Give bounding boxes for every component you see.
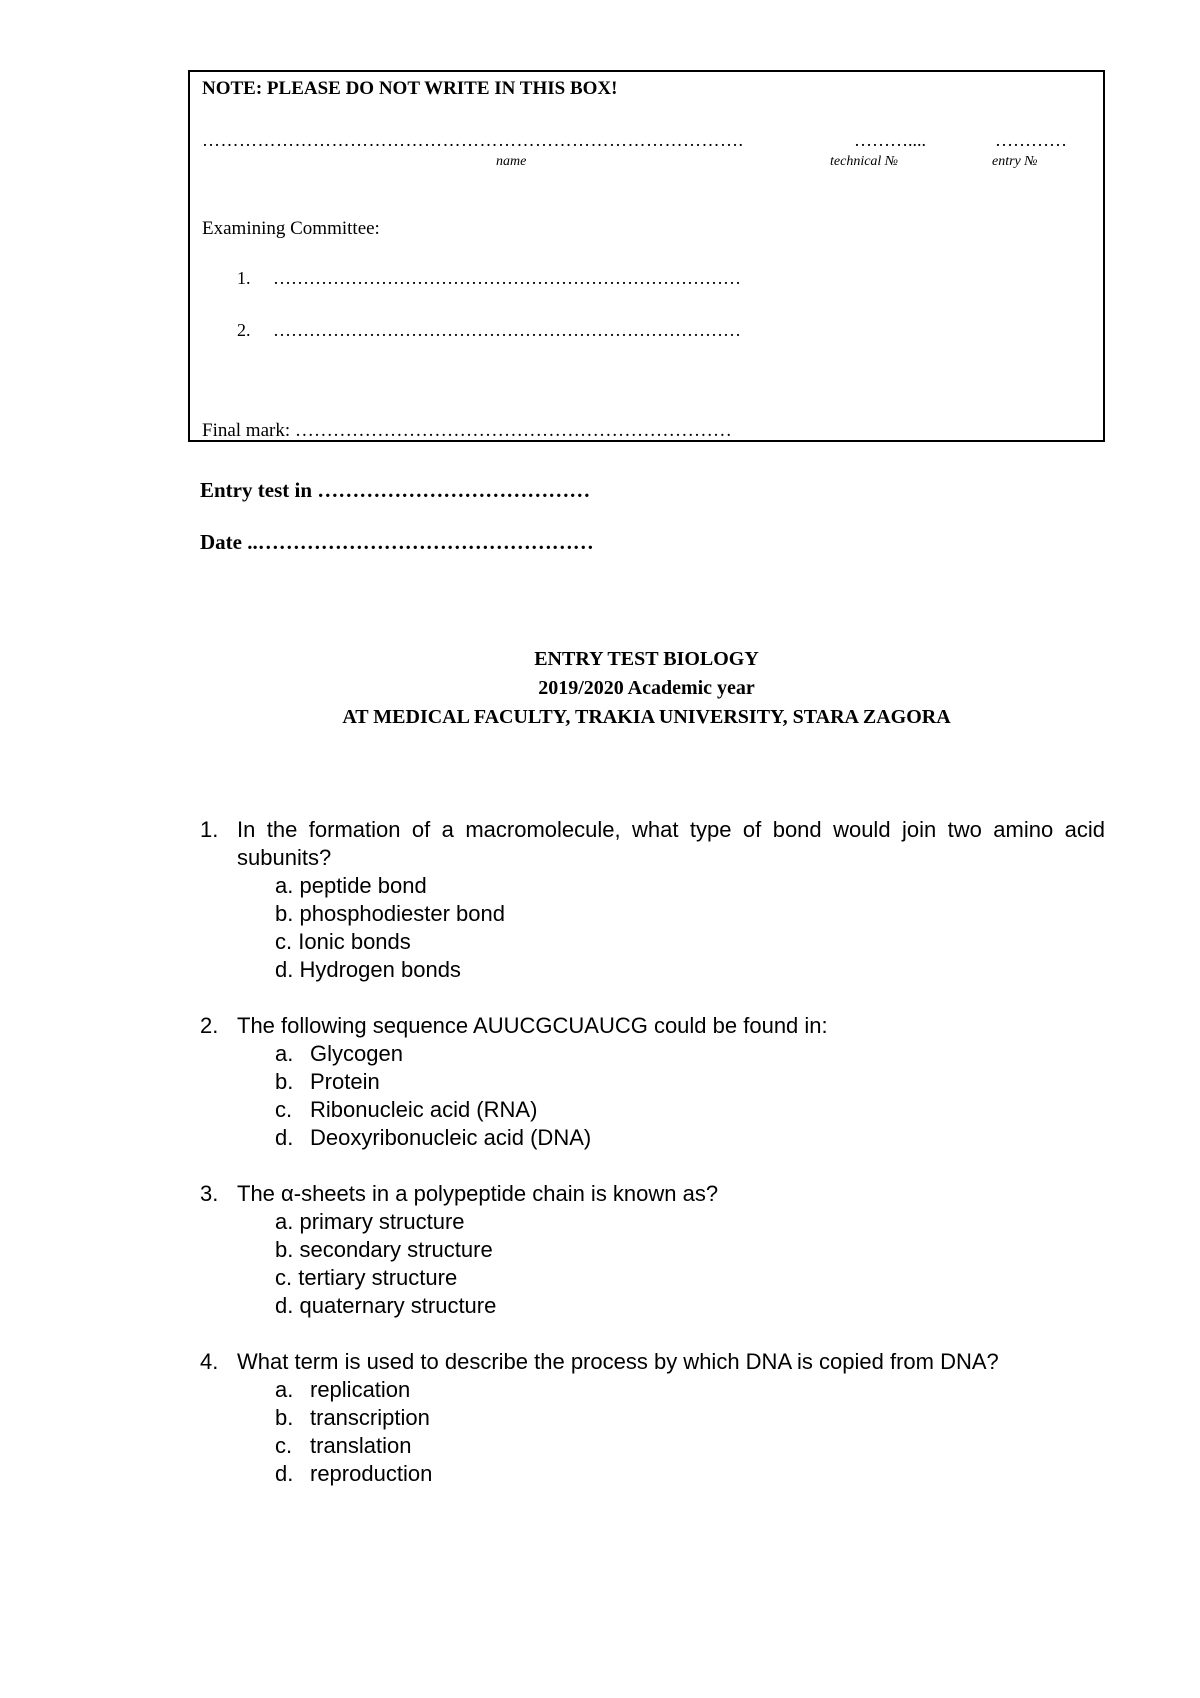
question-number: 4. [200,1349,219,1374]
option-letter: b. [275,901,294,926]
option-text: quaternary structure [299,1293,497,1318]
question-number: 1. [200,817,219,842]
option-text: secondary structure [299,1237,493,1262]
committee-member-dots: …………………………………………………………………… [273,268,741,288]
technical-number-dotted-line: ……….... [854,130,926,150]
entry-test-field: Entry test in ………………………………… [200,478,591,502]
option-text: replication [310,1377,411,1402]
test-title: ENTRY TEST BIOLOGY [534,648,759,670]
committee-member-line [237,268,741,289]
answer-options [275,1376,1105,1488]
committee-member-number: 1. [237,268,251,288]
option-letter: c. [275,1433,293,1458]
note-box-title: NOTE: PLEASE DO NOT WRITE IN THIS BOX! [202,78,618,99]
answer-option [275,1460,1105,1488]
option-letter: c. [275,929,293,954]
option-letter: a. [275,1377,294,1402]
question-number: 2. [200,1013,219,1038]
option-letter: d. [275,1293,294,1318]
answer-option [275,1096,1105,1124]
academic-year: 2019/2020 Academic year [538,677,755,699]
committee-member-dots: …………………………………………………………………… [273,320,741,340]
date-field: Date ..………………………………………… [200,530,594,554]
option-letter: c. [275,1265,293,1290]
name-caption: name [496,154,527,169]
answer-option [275,1124,1105,1152]
question-text: The following sequence AUUCGCUAUCG could be found in: [237,1013,828,1038]
examining-committee-label: Examining Committee: [202,218,380,239]
option-letter: a. [275,1041,294,1066]
answer-options [275,1208,1105,1320]
option-text: reproduction [310,1461,433,1486]
option-letter: b. [275,1405,294,1430]
answer-option [275,1208,1105,1236]
entry-number-caption: entry № [992,154,1038,169]
option-letter: b. [275,1069,294,1094]
answer-options [275,872,1105,984]
option-text: Ionic bonds [298,929,411,954]
option-text: Deoxyribonucleic acid (DNA) [310,1125,592,1150]
question-text: In the formation of a macromolecule, what type of bond would join two amino acid subunits? [237,817,1105,870]
faculty-heading: AT MEDICAL FACULTY, TRAKIA UNIVERSITY, STARA ZAGORA [342,706,951,728]
examiner-note-box [188,70,1105,442]
question-number: 3. [200,1181,219,1206]
answer-option [275,1292,1105,1320]
answer-option [275,1404,1105,1432]
option-text: Glycogen [310,1041,403,1066]
answer-option [275,900,1105,928]
option-letter: d. [275,1461,294,1486]
committee-member-line [237,320,741,341]
option-text: translation [310,1433,412,1458]
name-dotted-line: ……………………………………………………………………………. [202,130,744,150]
option-text: Protein [310,1069,380,1094]
question [200,1180,1105,1320]
entry-number-dotted-line: ………… [995,130,1067,150]
answer-option [275,1068,1105,1096]
answer-option [275,1264,1105,1292]
option-letter: d. [275,1125,294,1150]
answer-option [275,872,1105,900]
committee-member-number: 2. [237,320,251,340]
option-text: transcription [310,1405,430,1430]
answer-option [275,1236,1105,1264]
option-letter: a. [275,873,294,898]
option-letter: b. [275,1237,294,1262]
option-text: tertiary structure [298,1265,458,1290]
answer-option [275,928,1105,956]
answer-options [275,1040,1105,1152]
question [200,1012,1105,1152]
answer-option [275,1432,1105,1460]
answer-option [275,1040,1105,1068]
final-mark-line: Final mark: …………………………………………………………… [202,420,732,441]
option-text: peptide bond [299,873,427,898]
answer-option [275,1376,1105,1404]
option-text: phosphodiester bond [299,901,505,926]
option-text: Hydrogen bonds [299,957,461,982]
question-list [200,816,1105,1516]
technical-number-caption: technical № [830,154,899,169]
option-text: primary structure [299,1209,465,1234]
option-text: Ribonucleic acid (RNA) [310,1097,538,1122]
question [200,816,1105,984]
question-text: What term is used to describe the process by which DNA is copied from DNA? [237,1349,999,1374]
option-letter: c. [275,1097,293,1122]
answer-option [275,956,1105,984]
option-letter: a. [275,1209,294,1234]
option-letter: d. [275,957,294,982]
question-text: The α-sheets in a polypeptide chain is known as? [237,1181,719,1206]
question [200,1348,1105,1488]
